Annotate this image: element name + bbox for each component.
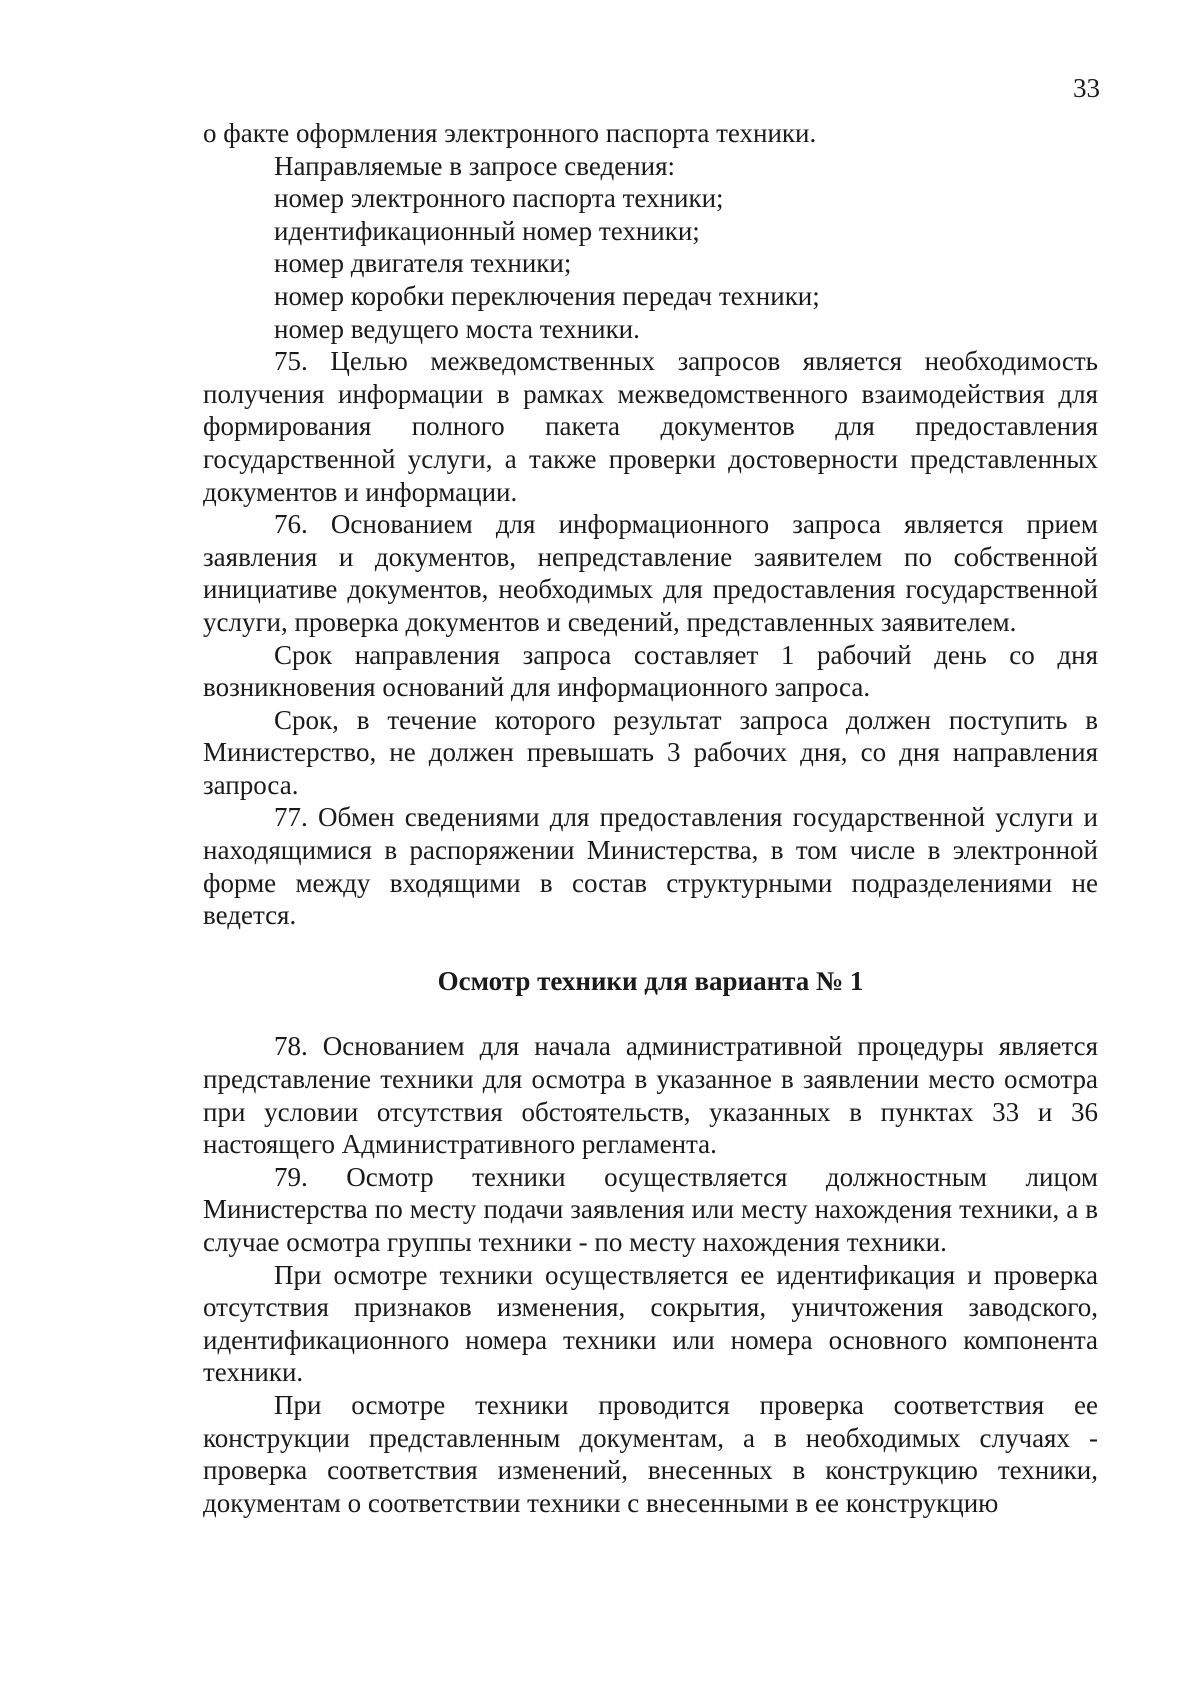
paragraph: номер двигателя техники;	[274, 248, 572, 279]
spacer	[203, 997, 1098, 1030]
paragraph: Срок, в течение которого результат запроса должен поступить в Министерство, не должен превышать 3 рабочих дня, со дня направления запроса.	[203, 704, 1098, 800]
section-heading: Осмотр техники для варианта № 1	[437, 965, 864, 996]
paragraph: 76. Основанием для информационного запроса является прием заявления и документов, непредставление заявителем по собственной инициативе документов, необходимых для предоставления государственной услуги, проверка документов и сведений, представленных заявителем.	[203, 509, 1098, 637]
paragraph: Срок направления запроса составляет 1 рабочий день со дня возникновения оснований для информационного запроса.	[203, 639, 1098, 703]
paragraph: номер ведущего моста техники.	[274, 313, 640, 344]
paragraph: 78. Основанием для начала административной процедуры является представление техники для осмотра в указанное в заявлении место осмотра при условии отсутствия обстоятельств, указанных в пунктах 33 и 36 настоящего Административного регламента.	[203, 1031, 1098, 1160]
paragraph: При осмотре техники проводится проверка соответствия ее конструкции представленным документам, а в необходимых случаях - проверка соответствия изменений, внесенных в конструкцию техники, документам о соответствии техники с внесенными в ее конструкцию	[203, 1389, 1098, 1518]
paragraphs-top	[203, 117, 1098, 932]
page-number: 33	[1073, 73, 1100, 103]
paragraph: 79. Осмотр техники осуществляется должностным лицом Министерства по месту подачи заявления или месту нахождения техники, а в случае осмотра группы техники - по месту нахождения техники.	[203, 1161, 1098, 1257]
paragraph: 75. Целью межведомственных запросов является необходимость получения информации в рамках межведомственного взаимодействия для формирования полного пакета документов для предоставления государственной услуги, а также проверки достоверности представленных документов и информации.	[203, 346, 1098, 507]
paragraph: номер электронного паспорта техники;	[274, 183, 724, 214]
paragraph: о факте оформления электронного паспорта техники.	[203, 118, 817, 148]
document-body	[203, 117, 1098, 1519]
paragraph: 77. Обмен сведениями для предоставления государственной услуги и находящимися в распоряжении Министерства, в том числе в электронной форме между входящими в состав структурными подразделениями не ведется.	[203, 802, 1098, 931]
paragraphs-bottom	[203, 1030, 1098, 1519]
paragraph: номер коробки переключения передач техники;	[274, 280, 820, 311]
paragraph: идентификационный номер техники;	[274, 215, 700, 246]
paragraph: При осмотре техники осуществляется ее идентификация и проверка отсутствия признаков изменения, сокрытия, уничтожения заводского, идентификационного номера техники или номера основного компонента техники.	[203, 1259, 1098, 1388]
spacer	[203, 932, 1098, 965]
paragraph: Направляемые в запросе сведения:	[274, 150, 675, 181]
